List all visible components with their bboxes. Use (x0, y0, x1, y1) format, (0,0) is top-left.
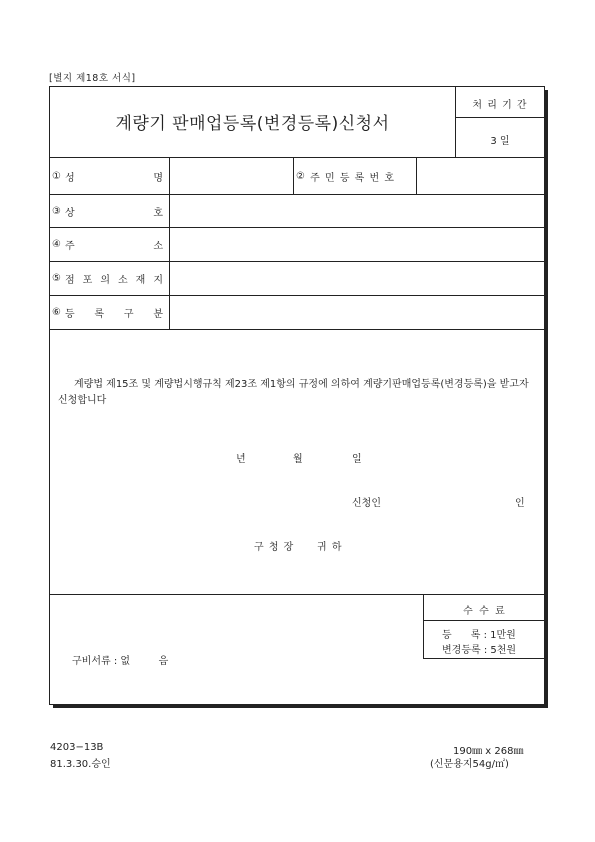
label-text: 주 민 등 록 번 호 (310, 172, 396, 184)
frame-shadow-bottom (53, 705, 548, 708)
label-char: 성 (64, 172, 75, 184)
store-location-field[interactable] (170, 262, 544, 294)
label-char: 재 (135, 274, 146, 286)
form-number: 4203−13B (50, 742, 104, 753)
row-number: ⑤ (52, 272, 61, 284)
date-day-label: 일 (352, 454, 362, 465)
resident-number-field[interactable] (417, 158, 544, 193)
row-number: ④ (52, 238, 61, 250)
addressee-honorific: 귀 하 (317, 542, 343, 553)
addressee-office: 구 청 장 (254, 542, 295, 553)
address-field[interactable] (170, 228, 544, 260)
resident-number-label (296, 161, 395, 191)
divider (49, 329, 545, 330)
name-row-label (52, 161, 167, 191)
application-statement: 계량법 제15조 및 계량법시행규칙 제23조 제1항의 규정에 의하여 계량기판매업등록(변경등록)을 받고자 신청합니다 (58, 379, 529, 406)
paper-size: 190㎜ x 268㎜ (453, 746, 524, 757)
required-documents: 구비서류 : 없 음 (72, 656, 169, 667)
label-char: 의 (100, 274, 110, 286)
divider (293, 157, 294, 194)
form-label: [별지 제18호 서식] (49, 73, 136, 84)
store-location-row-label (52, 263, 167, 293)
label-char: 주 (64, 240, 75, 252)
registration-type-field[interactable] (170, 296, 544, 328)
trade-name-row-label (52, 196, 167, 226)
divider (455, 117, 545, 118)
label-char: 지 (153, 274, 163, 286)
row-number: ① (52, 170, 61, 182)
frame-shadow-right (545, 90, 548, 708)
label-char: 호 (153, 207, 163, 219)
label-char: 명 (153, 172, 163, 184)
form-title: 계량기 판매업등록(변경등록)신청서 (115, 114, 390, 134)
label-char: 분 (153, 308, 163, 320)
date-month-label: 월 (293, 454, 303, 465)
divider (49, 594, 545, 595)
seal-label: 인 (515, 498, 525, 509)
row-number: ⑥ (52, 306, 61, 318)
address-row-label (52, 229, 167, 259)
approval-date: 81.3.30.승인 (50, 759, 111, 770)
processing-period-value: 3 일 (490, 136, 510, 147)
label-char: 록 (94, 308, 105, 320)
date-year-label: 년 (236, 454, 246, 465)
label-char: 등 (64, 308, 75, 320)
fee-header: 수 수 료 (463, 606, 505, 617)
label-char: 점 (64, 274, 75, 286)
processing-period-label: 처 리 기 간 (472, 100, 528, 111)
paper-type: (신문용지54g/㎡) (430, 759, 509, 770)
row-number: ③ (52, 205, 61, 217)
applicant-label: 신청인 (352, 498, 381, 509)
divider (423, 620, 545, 621)
name-field[interactable] (170, 158, 292, 193)
label-char: 상 (64, 207, 75, 219)
trade-name-field[interactable] (170, 195, 544, 226)
registration-type-row-label (52, 297, 167, 327)
label-char: 소 (153, 240, 163, 252)
label-char: 포 (82, 274, 93, 286)
row-number: ② (296, 170, 306, 182)
label-char: 구 (123, 308, 134, 320)
label-char: 소 (117, 274, 128, 286)
fee-registration: 등 록 : 1만원 (442, 630, 516, 641)
divider (423, 658, 545, 659)
fee-change-registration: 변경등록 : 5천원 (442, 645, 517, 656)
